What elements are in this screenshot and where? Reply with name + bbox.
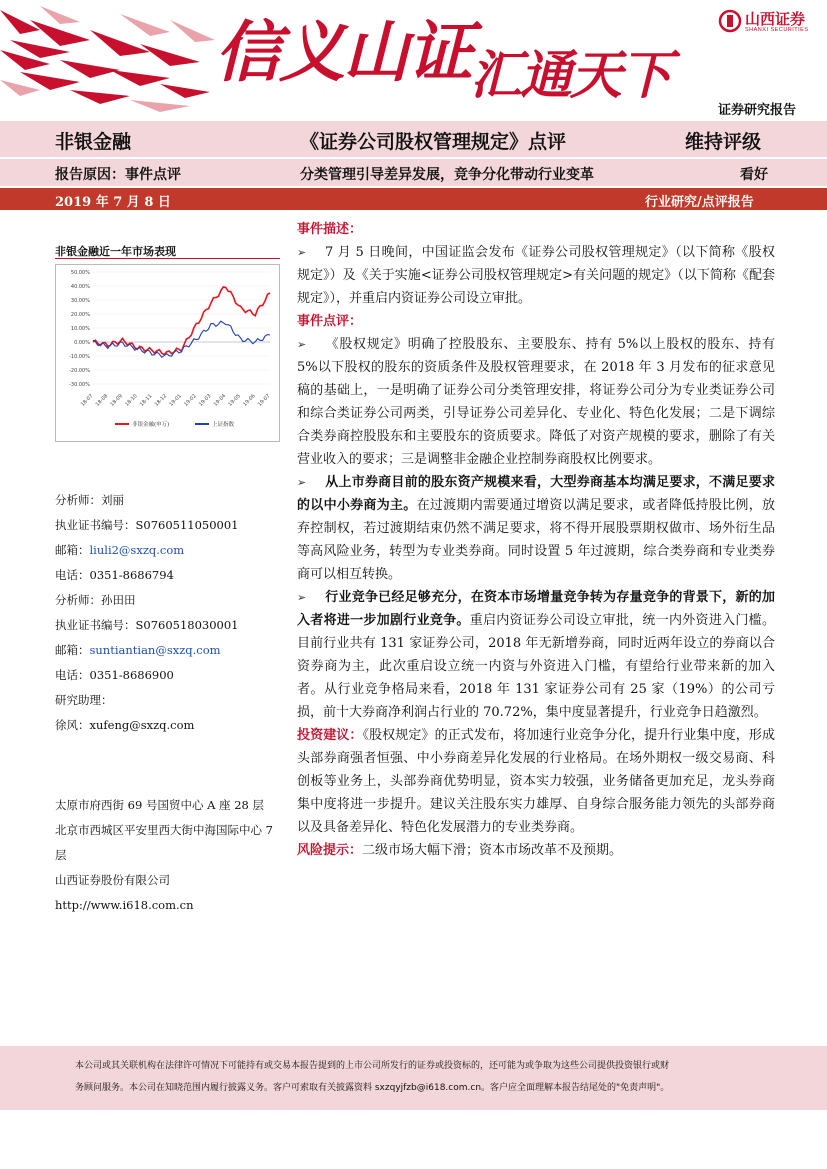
arrow-bullet-icon: ➢ — [297, 591, 307, 604]
arrow-bullet-icon: ➢ — [297, 246, 307, 259]
chart-legend-label: 上证指数 — [212, 422, 235, 428]
comment1-text: 《股权规定》明确了控股股东、主要股东、持有 5%以上股权的股东、持有 5%以下股权的股东的资质条件及股权管理要求，在 2018 年 3 月发布的征求意见稿的基础上，一是明确了证券公司分类管理安排，将证券公司分为专业类证券公司和综合类证券公司两类，引导证券公司差异化、专业化、特色化发展；二是下调综合类券商控股股东和主要股东的资质要求。降低了对资产规模的要求，删除了有关营业收入的要求；三是调整非金融企业控制券商股权比例要求。 — [297, 337, 775, 467]
invest-paragraph — [297, 724, 775, 839]
arrow-bullet-icon: ➢ — [297, 338, 307, 351]
event-paragraph — [297, 241, 775, 310]
chart-xtick-label: 19-01 — [168, 393, 183, 408]
market-performance-chart — [55, 264, 280, 442]
analyst1-email-row — [55, 538, 295, 563]
analyst-info — [55, 488, 295, 738]
chart-xtick-label: 18-07 — [79, 393, 95, 408]
chart-xtick-label: 18-12 — [153, 393, 169, 408]
chart-xtick-label: 19-04 — [212, 393, 228, 408]
report-reason: 报告原因：事件点评 — [55, 167, 181, 183]
comment-heading: 事件点评： — [297, 314, 363, 329]
address-line2: 北京市西城区平安里西大街中海国际中心 7 层 — [55, 823, 273, 862]
chart-xtick-label: 18-10 — [124, 393, 139, 408]
chart-xtick-label: 19-07 — [256, 393, 272, 408]
chart-xtick-label: 18-11 — [138, 393, 154, 408]
chart-ytick-label: 50.00% — [70, 270, 90, 276]
chart-ytick-label: 30.00% — [70, 298, 90, 304]
chart-title: 非银金融近一年市场表现 — [55, 245, 176, 258]
analyst2-email-row — [55, 638, 295, 663]
invest-text: 《股权规定》的正式发布，将加速行业竞争分化，提升行业集中度，形成头部券商强者恒强、中小券商差异化发展的行业格局。在场外期权一级交易商、科创板等业务上，头部券商优势明显，资本实力较强，业务储备更加充足，龙头券商集中度将进一步提升。建议关注股东实力雄厚、自身综合服务能力领先的头部券商以及具备差异化、特色化发展潜力的专业类券商。 — [297, 728, 775, 835]
address-company: 山西证券股份有限公司 — [55, 873, 170, 887]
company-address — [55, 793, 285, 918]
slogan-part2: 汇通天下 — [470, 46, 671, 106]
analyst2-phone: 电话：0351-8686900 — [55, 668, 174, 682]
risk-paragraph — [297, 839, 775, 862]
report-body — [297, 218, 775, 862]
logo-company-name: 山西证券 — [745, 10, 806, 28]
report-category: 行业研究/点评报告 — [645, 195, 754, 210]
disclaimer-line1: 本公司或其关联机构在法律许可情况下可能持有或交易本报告提到的上市公司所发行的证券或投资标的，还可能为或争取为这些公司提供投资银行或财 — [75, 1061, 670, 1071]
risk-heading: 风险提示： — [297, 843, 363, 858]
chart-ytick-label: -10.00% — [69, 354, 90, 360]
report-subtitle: 分类管理引导差异发展，竞争分化带动行业变革 — [300, 167, 594, 183]
risk-text: 二级市场大幅下滑；资本市场改革不及预期。 — [362, 843, 623, 858]
comment3-bold: 行业竞争已经足够充分，在资本市场增量竞争转为存量竞争的背景下，新的加入者将进一步加剧行业竞争。 — [297, 590, 775, 628]
chart-ytick-label: 10.00% — [70, 326, 90, 332]
analyst1-name: 分析师：刘丽 — [55, 493, 124, 507]
report-title: 《证券公司股权管理规定》点评 — [300, 131, 567, 153]
address-line1: 太原市府西街 69 号国贸中心 A 座 28 层 — [55, 798, 265, 812]
disclaimer-line2: 务顾问服务。本公司在知晓范围内履行披露义务。客户可索取有关披露资料 sxzqyjfzb@i618.com.cn。客户应全面理解本报告结尾处的"免责声明"。 — [75, 1083, 670, 1093]
analyst1-cert: 执业证书编号：S0760511050001 — [55, 518, 239, 532]
chart-title-rule — [55, 258, 280, 259]
chart-xtick-label: 18-08 — [94, 393, 110, 408]
chart-ytick-label: 20.00% — [70, 312, 90, 318]
chart-legend-label: 非银金融(申万) — [132, 422, 170, 428]
analyst2-name: 分析师：孙田田 — [55, 593, 136, 607]
event-heading: 事件描述： — [297, 222, 363, 237]
logo-english-name: SHANXI SECURITIES — [745, 27, 809, 33]
comment2-text: 在过渡期内需要通过增资以满足要求，或者降低持股比例，放弃控制权，若过渡期结束仍然不满足要求，将不得开展股票期权做市、场外衍生品等高风险业务，转型为专业类券商。同时设置 5 年过渡期，综合类券商和专业类券商可以相互转换。 — [297, 498, 775, 582]
analyst1-email-link[interactable]: liuli2@sxzq.com — [89, 543, 185, 557]
disclaimer-text — [75, 1055, 765, 1099]
chart-xtick-label: 19-02 — [183, 393, 198, 408]
chart-xtick-label: 19-03 — [197, 393, 213, 408]
comment-paragraph-2 — [297, 471, 775, 586]
rating-label: 维持评级 — [685, 131, 762, 153]
analyst1-email-label: 邮箱： — [55, 543, 90, 557]
company-website-link[interactable]: http://www.i618.com.cn — [55, 898, 194, 912]
chart-xtick-label: 19-06 — [242, 393, 257, 408]
analyst1-phone: 电话：0351-8686794 — [55, 568, 174, 582]
assistant-contact: 徐风：xufeng@sxzq.com — [55, 718, 195, 732]
comment2-bold: 从上市券商目前的股东资产规模来看，大型券商基本均满足要求，不满足要求的以中小券商为主。 — [297, 475, 775, 513]
event-text: 7 月 5 日晚间，中国证监会发布《证券公司股权管理规定》（以下简称《股权规定》）及《关于实施<证券公司股权管理规定>有关问题的规定》（以下简称《配套规定》），并重启内资证券公司设立审批。 — [297, 245, 775, 306]
analyst2-cert: 执业证书编号：S0760518030001 — [55, 618, 239, 632]
report-date: 2019 年 7 月 8 日 — [55, 195, 171, 210]
comment-paragraph-3 — [297, 586, 775, 724]
analyst2-email-link[interactable]: suntiantian@sxzq.com — [89, 643, 221, 657]
chart-xtick-label: 19-05 — [227, 393, 242, 408]
comment3-text: 重启内资证券公司设立审批，统一内外资进入门槛。目前行业共有 131 家证券公司，2018 年无新增券商，同时近两年设立的券商以合资券商为主，此次重启设立统一内资与外资进入门槛，有望给行业带来新的加入者。从行业竞争格局来看，2018 年 131 家证券公司有 25 家（19%）的公司亏损，前十大券商净利润占行业的 70.72%，集中度显著提升，行业竞争日趋激烈。 — [297, 613, 775, 720]
chart-ytick-label: -20.00% — [69, 368, 90, 374]
analyst2-email-label: 邮箱： — [55, 643, 90, 657]
slogan-part1: 信义山证 — [215, 14, 471, 91]
chart-ytick-label: -30.00% — [69, 382, 90, 388]
report-type-label: 证券研究报告 — [718, 103, 797, 118]
comment-paragraph-1 — [297, 333, 775, 471]
arrow-bullet-icon: ➢ — [297, 476, 307, 489]
chart-ytick-label: 0.00% — [74, 340, 90, 346]
invest-heading: 投资建议： — [297, 728, 363, 743]
assistant-label: 研究助理： — [55, 693, 113, 707]
chart-ytick-label: 40.00% — [70, 284, 90, 290]
chart-xtick-label: 18-09 — [109, 393, 124, 408]
rating-view: 看好 — [740, 167, 768, 183]
industry-name: 非银金融 — [55, 131, 132, 153]
